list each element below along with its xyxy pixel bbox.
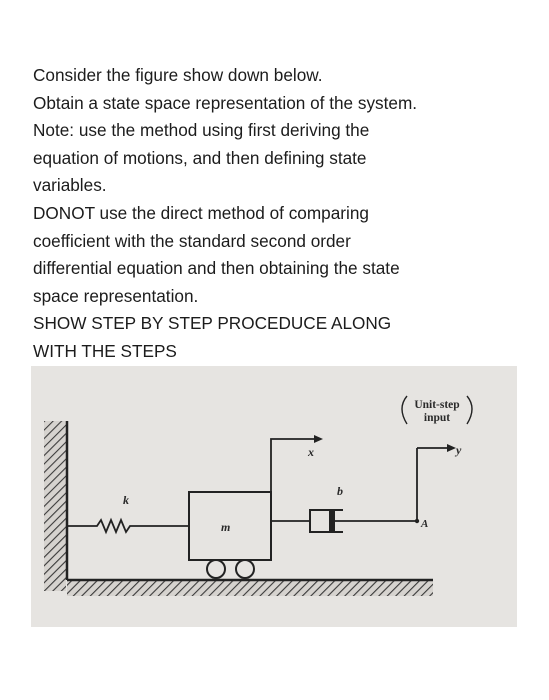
y-label: y (456, 443, 462, 457)
question-line: variables. (33, 175, 107, 196)
spring-label: k (123, 493, 129, 507)
question-line: Consider the figure show down below. (33, 65, 323, 85)
question-line: SHOW STEP BY STEP PROCEDUCE ALONG (33, 313, 392, 334)
point-a-marker (415, 519, 419, 523)
mass-spring-damper-figure (31, 366, 517, 627)
input-label-line1: Unit-step (414, 399, 460, 411)
left-wall-hatching (44, 421, 66, 591)
damper-piston (329, 511, 335, 531)
question-text (33, 62, 533, 366)
question-line: coefficient with the standard second order (33, 230, 351, 251)
y-arrow-head (447, 444, 456, 452)
point-a-label: A (421, 518, 429, 530)
question-line: differential equation and then obtaining the state (33, 258, 400, 279)
question-line: Obtain a state space representation of the system. (33, 92, 418, 113)
damper-label: b (337, 484, 343, 498)
question-line: Note: use the method using first deriving the (33, 120, 370, 141)
mass-label: m (221, 520, 231, 534)
input-label-left-paren (402, 396, 407, 424)
question-line: space representation. (33, 285, 199, 306)
x-arrow-head (314, 435, 323, 443)
spring-k (67, 520, 189, 532)
system-diagram (31, 366, 517, 627)
question-line: DONOT use the direct method of comparing (33, 202, 369, 223)
input-label-right-paren (467, 396, 472, 424)
question-line: WITH THE STEPS (33, 340, 177, 361)
ground-hatching (67, 580, 433, 596)
x-label: x (308, 445, 314, 459)
wheel-right (236, 560, 254, 578)
question-line: equation of motions, and then defining state (33, 147, 367, 168)
input-label-line2: input (423, 412, 451, 424)
wheel-left (207, 560, 225, 578)
